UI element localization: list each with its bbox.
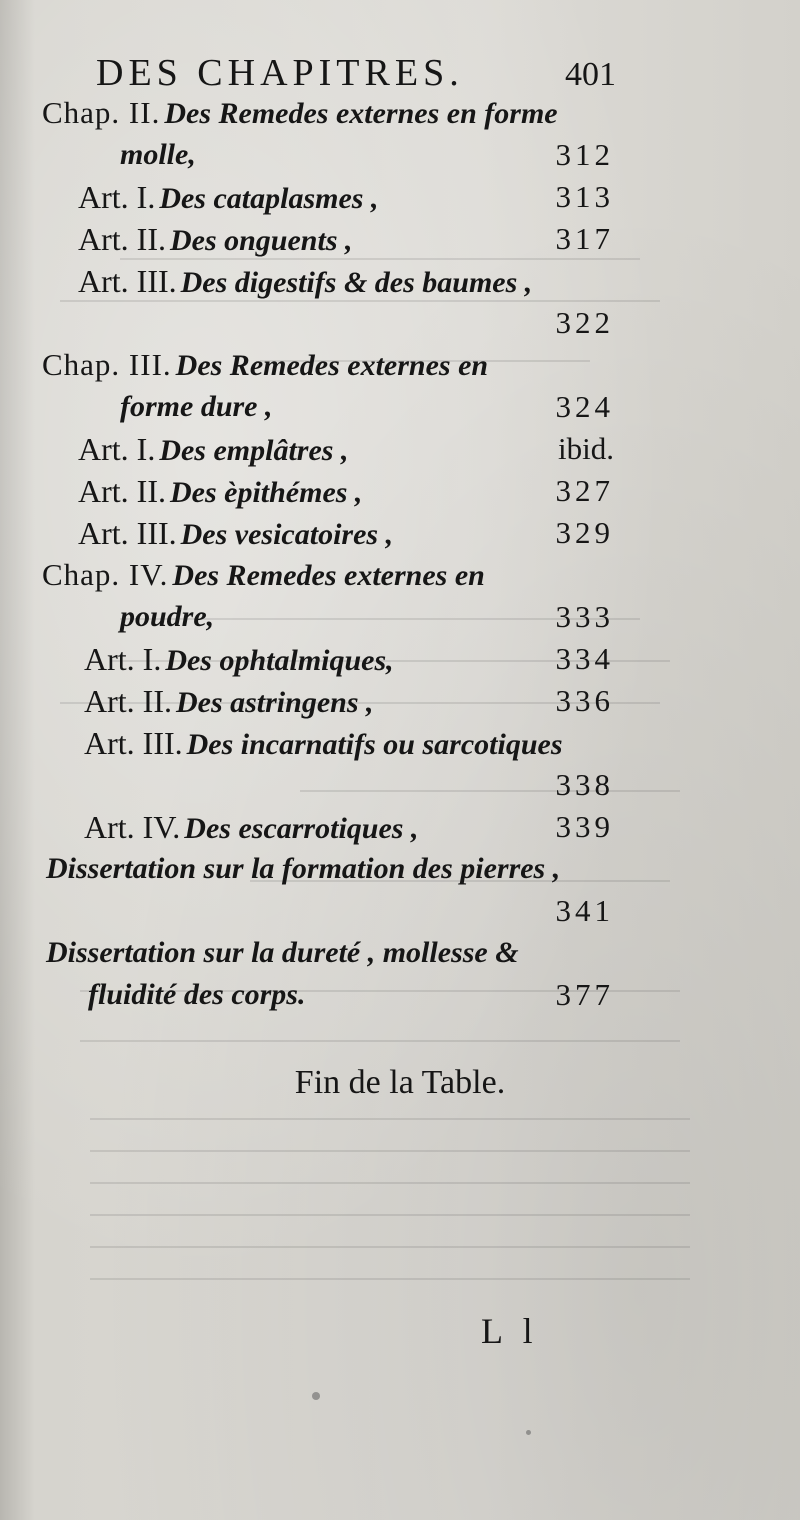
entry-page-number: 322 <box>555 305 614 340</box>
toc-line <box>46 932 614 974</box>
header-title: DES CHAPITRES. <box>96 52 464 94</box>
entry-label: Art. I. <box>78 431 156 467</box>
toc-line <box>120 386 614 428</box>
toc-line <box>46 848 614 890</box>
entry-label: Art. III. <box>78 515 177 551</box>
toc-line <box>84 806 614 848</box>
toc-line <box>42 92 614 134</box>
ink-speck <box>526 1430 531 1435</box>
entry-description: Des escarrotiques , <box>184 812 419 845</box>
entry-description: Des vesicatoires , <box>180 518 394 551</box>
entry-page-number: 334 <box>555 641 614 676</box>
entry-page-number: ibid. <box>558 431 614 466</box>
entry-page-number: 336 <box>555 683 614 718</box>
toc-line <box>88 974 614 1016</box>
entry-label: Art. II. <box>78 473 166 509</box>
entry-description: Des cataplasmes , <box>159 182 379 215</box>
entry-description: Des ophtalmiques, <box>165 644 394 677</box>
entry-page-number: 338 <box>555 767 614 802</box>
entry-page-number: 327 <box>555 473 614 508</box>
entry-description: Dissertation sur la dureté , mollesse & <box>46 936 519 969</box>
entry-description: Dissertation sur la formation des pierres , <box>46 852 561 885</box>
signature-mark: L l <box>481 1311 539 1351</box>
entry-page-number: 333 <box>555 599 614 634</box>
entry-description: poudre, <box>120 600 215 633</box>
toc-line <box>84 764 614 806</box>
entry-description: Des incarnatifs ou sarcotiques <box>186 728 563 761</box>
entry-page-number: 324 <box>555 389 614 424</box>
toc-line <box>120 134 614 176</box>
entry-label: Art. III. <box>84 725 183 761</box>
entry-label: Chap. II. <box>42 95 161 130</box>
entry-label: Art. I. <box>84 641 162 677</box>
toc-line <box>46 890 614 932</box>
entry-page-number: 377 <box>555 977 614 1012</box>
toc-line <box>42 344 614 386</box>
entry-description: Des Remedes externes en <box>175 349 489 382</box>
entry-page-number: 339 <box>555 809 614 844</box>
end-of-table: Fin de la Table. <box>294 1064 506 1101</box>
toc-line <box>78 428 614 470</box>
entry-label: Art. III. <box>78 263 177 299</box>
entry-description: Des emplâtres , <box>159 434 349 467</box>
entry-page-number: 317 <box>555 221 614 256</box>
running-header <box>96 48 616 98</box>
entry-page-number: 341 <box>555 893 614 928</box>
toc-line <box>78 302 614 344</box>
ink-speck <box>312 1392 320 1400</box>
toc-line <box>120 596 614 638</box>
toc-line <box>78 470 614 512</box>
entry-page-number: 312 <box>555 137 614 172</box>
entry-description: Des èpithémes , <box>169 476 363 509</box>
entry-description: molle, <box>120 138 196 171</box>
header-page-number: 401 <box>565 56 616 93</box>
entry-description: fluidité des corps. <box>88 978 306 1011</box>
entry-label: Art. I. <box>78 179 156 215</box>
toc-line <box>42 554 614 596</box>
entry-description: Des Remedes externes en <box>172 559 485 592</box>
entry-description: Des astringens , <box>175 686 374 719</box>
entry-description: Des digestifs & des baumes , <box>180 266 533 299</box>
toc-line <box>84 722 614 764</box>
toc-line <box>84 638 614 680</box>
toc-line <box>78 218 614 260</box>
toc-line <box>78 512 614 554</box>
entry-label: Art. IV. <box>84 809 181 845</box>
entry-label: Art. II. <box>84 683 172 719</box>
entry-label: Chap. III. <box>42 347 172 382</box>
entry-page-number: 313 <box>555 179 614 214</box>
entry-description: forme dure , <box>120 390 273 423</box>
entry-description: Des onguents , <box>169 224 353 257</box>
toc-line <box>84 680 614 722</box>
entry-page-number: 329 <box>555 515 614 550</box>
entry-label: Art. II. <box>78 221 166 257</box>
toc-line <box>78 260 614 302</box>
entry-description: Des Remedes externes en forme <box>164 97 558 130</box>
toc-line <box>78 176 614 218</box>
entry-label: Chap. IV. <box>42 557 169 592</box>
